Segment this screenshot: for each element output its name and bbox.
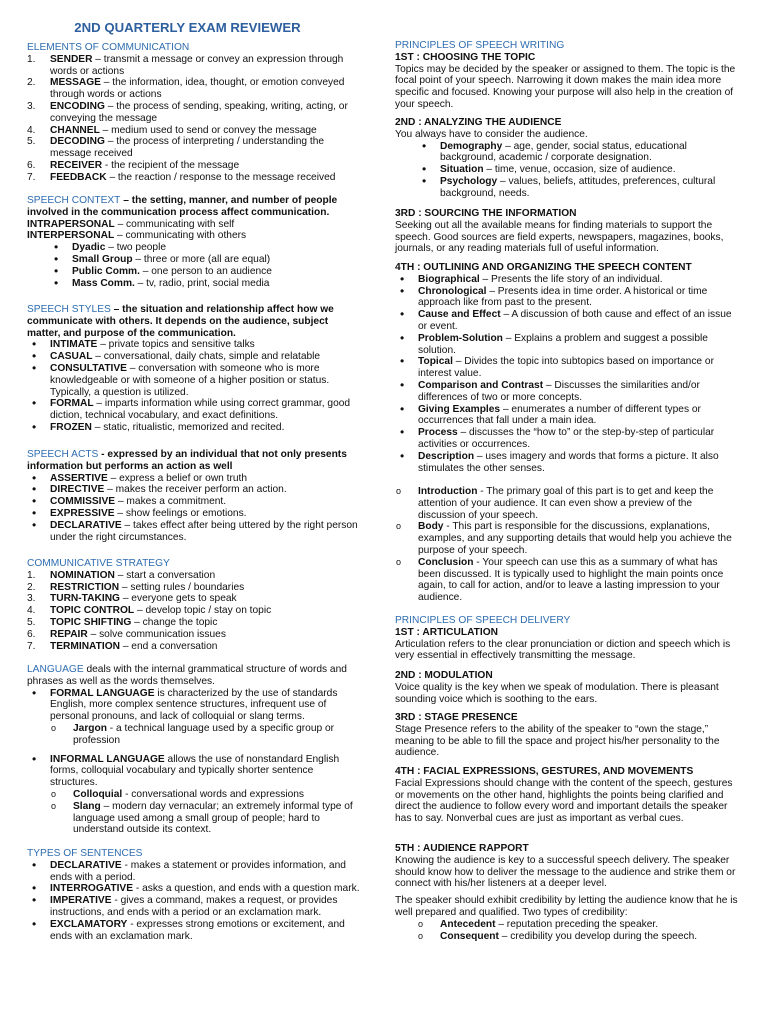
term: EXCLAMATORY [50, 918, 128, 930]
paragraph: Voice quality is the key when we speak of modulation. There is pleasant sounding voice which is soothing to the ears. [395, 681, 719, 705]
desc: - The primary goal of this part is to get and keep the attention of your audience. It can even show a preview of the discussion of your speech. [418, 486, 714, 521]
list-item [395, 380, 741, 404]
term: REPAIR [50, 628, 88, 640]
term: Introduction [418, 486, 478, 497]
list-item [27, 629, 363, 641]
term: Small Group [72, 253, 133, 265]
term: DECLARATIVE [50, 519, 122, 531]
term: FEEDBACK [50, 171, 107, 183]
term: TURN-TAKING [50, 593, 120, 605]
paragraph: Stage Presence refers to the ability of the speaker to “own the stage,” meaning to be able to fill the space and project his/her personality to the audience. [395, 723, 720, 759]
list-item [27, 496, 363, 508]
term: FORMAL [50, 398, 94, 410]
subheading: 3RD : SOURCING THE INFORMATION [395, 208, 577, 219]
analyzing-section [395, 117, 741, 200]
desc: – communicating with others [114, 230, 247, 242]
rapport-section [395, 843, 741, 942]
term: INTERROGATIVE [50, 883, 134, 895]
desc: – Presents the life story of an individual. [479, 273, 663, 285]
list-item [27, 593, 363, 605]
interpersonal [27, 230, 363, 242]
list-item [50, 789, 363, 801]
item-number: 6. [27, 159, 36, 171]
list-item [27, 398, 363, 422]
heading-rest: deals with the internal grammatical structure of words and phrases as well as the words themselves. [27, 664, 347, 687]
desc: – the information, idea, thought, or emotion conveyed through words or actions [50, 77, 345, 101]
desc: – end a conversation [119, 640, 218, 652]
term: ENCODING [50, 100, 105, 112]
list-item [27, 54, 363, 78]
term: INTRAPERSONAL [27, 218, 115, 230]
subheading: 4TH : OUTLINING AND ORGANIZING THE SPEECH CONTENT [395, 262, 692, 273]
formal-sub-list [50, 723, 363, 747]
list-item [27, 101, 363, 125]
desc: – Divides the topic into subtopics based on importance or interest value. [418, 356, 714, 380]
styles-list [27, 339, 363, 433]
item-number: 3. [27, 100, 36, 112]
list-item [27, 242, 363, 254]
list-item [27, 860, 363, 884]
list-item [27, 339, 363, 351]
desc: - asks a question, and ends with a question mark. [133, 883, 360, 895]
subheading: 2ND : MODULATION [395, 670, 493, 681]
paragraph: The speaker should exhibit credibility by letting the audience know that he is well prepared and qualified. Two types of credibility: [395, 895, 738, 918]
list-item [395, 141, 741, 165]
list-item [27, 351, 363, 363]
term: Body [418, 521, 444, 533]
desc: – transmit a message or convey an expression through words or actions [50, 53, 344, 77]
list-item [395, 931, 741, 943]
styles-section [27, 304, 363, 434]
list-item [27, 688, 363, 747]
list-item [395, 404, 741, 428]
sentences-section [27, 848, 363, 942]
section-heading: TYPES OF SENTENCES [27, 848, 143, 859]
desc: – show feelings or emotions. [114, 507, 247, 519]
term: CHANNEL [50, 124, 100, 136]
list-item [27, 641, 363, 653]
section-heading: PRINCIPLES OF SPEECH DELIVERY [395, 615, 571, 626]
desc: – credibility you develop during the speech. [498, 930, 698, 942]
list-item [27, 754, 363, 837]
desc: – A discussion of both cause and effect of an issue or event. [418, 309, 732, 332]
desc: – the reaction / response to the message received [106, 171, 336, 183]
item-number: 1. [27, 53, 36, 65]
stage-presence-section [395, 712, 741, 759]
term: Demography [440, 140, 503, 152]
desc: – setting rules / boundaries [119, 581, 245, 593]
desc: – conversational, daily chats, simple and relatable [92, 351, 321, 363]
strategy-list [27, 570, 363, 653]
language-list [27, 688, 363, 837]
desc: – develop topic / stay on topic [134, 605, 272, 617]
list-item [395, 333, 741, 357]
list-item [395, 356, 741, 380]
informal-sub-list [50, 789, 363, 836]
desc: – makes the receiver perform an action. [104, 484, 287, 496]
item-number: 5. [27, 136, 36, 148]
list-item [27, 570, 363, 582]
desc: – takes effect after being uttered by the right person under the right circumstances. [50, 519, 358, 543]
audience-list [395, 141, 741, 200]
desc: - expresses strong emotions or excitement, and ends with an exclamation mark. [50, 918, 345, 942]
list-item [395, 164, 741, 176]
acts-section [27, 449, 363, 543]
term: Consequent [440, 930, 499, 942]
list-item [27, 520, 363, 544]
desc: - conversational words and expressions [122, 788, 305, 800]
acts-intro [27, 449, 363, 473]
desc: – two people [105, 242, 167, 254]
list-item [27, 582, 363, 594]
term: Antecedent [440, 918, 496, 930]
acts-list [27, 473, 363, 544]
delivery-section [395, 615, 741, 662]
term: TOPIC SHIFTING [50, 616, 132, 628]
list-item [395, 274, 741, 286]
paragraph: You always have to consider the audience. [395, 128, 588, 140]
term: FROZEN [50, 421, 92, 433]
desc: - a technical language used by a specific group or profession [73, 722, 335, 746]
desc: – modern day vernacular; an extremely informal type of language used among a small group of people; hard to understand outside its context. [73, 800, 353, 836]
list-item [27, 895, 363, 919]
elements-list [27, 54, 363, 184]
desc: – static, ritualistic, memorized and recited. [91, 421, 285, 433]
desc: – change the topic [131, 616, 218, 628]
list-item [27, 883, 363, 895]
speech-parts-section [395, 486, 741, 604]
list-item [27, 422, 363, 434]
list-item [27, 266, 363, 278]
term: INTIMATE [50, 339, 98, 351]
subheading: 3RD : STAGE PRESENCE [395, 712, 518, 723]
desc: – private topics and sensitive talks [97, 339, 255, 351]
term: DECLARATIVE [50, 859, 122, 871]
desc: - This part is responsible for the discussions, explanations, examples, and any supporting details that would help you achieve the purpose of your speech. [418, 521, 732, 556]
page-title: 2ND QUARTERLY EXAM REVIEWER [74, 20, 301, 35]
context-section [27, 195, 363, 289]
paragraph: Articulation refers to the clear pronunciation or diction and speech which is very essential in effectively transmitting the message. [395, 638, 731, 662]
item-number: 2. [27, 581, 36, 593]
desc: – Presents idea in time order. A historical or time approach like from past to the present. [418, 285, 708, 309]
item-number: 2. [27, 77, 36, 89]
list-item [27, 77, 363, 101]
term: EXPRESSIVE [50, 507, 115, 519]
subheading: 1ST : CHOOSING THE TOPIC [395, 51, 536, 63]
section-heading: COMMUNICATIVE STRATEGY [27, 558, 170, 569]
item-number: 5. [27, 616, 36, 628]
term: Biographical [418, 273, 480, 285]
term: TOPIC CONTROL [50, 605, 135, 617]
desc: – Explains a problem and suggest a possible solution. [418, 332, 708, 356]
context-intro [27, 195, 363, 219]
list-item [395, 451, 741, 475]
desc: – medium used to send or convey the message [99, 124, 317, 136]
paragraph: Seeking out all the available means for finding materials to support the speech. Good sources are field experts, newspapers, magazines, books, journals, or any reading materials full of useful information. [395, 219, 724, 255]
list-item [27, 363, 363, 398]
term: Public Comm. [72, 265, 140, 277]
term: INFORMAL LANGUAGE [50, 753, 165, 765]
desc: - gives a command, makes a request, or provides instructions, and ends with a period or an exclamation mark. [50, 895, 338, 918]
list-item [27, 605, 363, 617]
styles-intro [27, 304, 363, 339]
list-item [27, 160, 363, 172]
term: Jargon [73, 722, 107, 734]
term: TERMINATION [50, 640, 120, 652]
subheading: 2ND : ANALYZING THE AUDIENCE [395, 117, 562, 128]
term: RECEIVER [50, 159, 103, 171]
term: Problem-Solution [418, 332, 503, 344]
desc: – start a conversation [114, 569, 216, 581]
term: Conclusion [418, 556, 474, 568]
list-item [27, 508, 363, 520]
list-item [27, 172, 363, 184]
paragraph: Facial Expressions should change with the content of the speech, gestures or movements on the other hand, highlights the points being clarified and direct the audience to follow every word and important details the speaker has to say. Nonverbal cues are just as important as verbal cues. [395, 777, 733, 825]
list-item [27, 125, 363, 137]
term: ASSERTIVE [50, 472, 108, 484]
desc: – solve communication issues [87, 628, 226, 640]
desc: – imparts information while using correct grammar, good diction, technical vocabulary, and exact definitions. [50, 398, 351, 422]
paragraph: Topics may be decided by the speaker or assigned to them. The topic is the focal point of your speech. Narrowing it down makes the main idea more specific and focused. Knowing your purpose will also help in the creation of your speech. [395, 63, 736, 110]
list-item [27, 136, 363, 160]
list-item [395, 557, 741, 604]
term: NOMINATION [50, 569, 115, 581]
term: CONSULTATIVE [50, 362, 127, 374]
subheading: 5TH : AUDIENCE RAPPORT [395, 843, 529, 854]
desc: – values, beliefs, attitudes, preferences, cultural background, needs. [440, 175, 716, 199]
desc: – conversation with someone who is more knowledgeable or with someone of a higher position or status. Typically, a question is utilized. [50, 362, 330, 398]
desc: – the process of sending, speaking, writing, acting, or conveying the message [50, 100, 348, 124]
desc: – tv, radio, print, social media [134, 277, 270, 289]
item-number: 1. [27, 569, 36, 581]
term: Topical [418, 356, 453, 368]
desc: – express a belief or own truth [107, 472, 248, 484]
term: Colloquial [73, 788, 123, 800]
subheading: 1ST : ARTICULATION [395, 626, 498, 638]
list-item [27, 484, 363, 496]
credibility-list [395, 919, 741, 943]
term: Psychology [440, 175, 498, 187]
desc: allows the use of nonstandard English forms, colloquial vocabulary and typically shorter sentence structures. [50, 753, 340, 789]
sourcing-section [395, 208, 741, 255]
list-item [395, 486, 741, 521]
list-item [395, 286, 741, 310]
term: DIRECTIVE [50, 484, 105, 496]
item-number: 4. [27, 605, 36, 617]
list-item [27, 617, 363, 629]
item-number: 3. [27, 593, 36, 605]
writing-section [395, 40, 741, 111]
desc: – discusses the “how to” or the step-by-step of particular activities or occurrences. [418, 427, 715, 450]
desc: – everyone gets to speak [119, 593, 237, 605]
heading-rest: – the setting, manner, and number of people involved in the communication process affect communication. [27, 195, 338, 218]
desc: – makes a commitment. [115, 496, 227, 508]
term: SENDER [50, 53, 93, 65]
language-section [27, 664, 363, 836]
strategy-section [27, 558, 363, 652]
desc: - makes a statement or provides information, and ends with a period. [50, 859, 346, 883]
list-item [27, 278, 363, 290]
list-item [27, 254, 363, 266]
sentences-list [27, 860, 363, 943]
term: DECODING [50, 136, 105, 148]
list-item [395, 176, 741, 200]
term: Description [418, 450, 475, 462]
list-item [27, 919, 363, 943]
term: Comparison and Contrast [418, 379, 544, 391]
heading-rest: – the situation and relationship affect how we communicate with others. It depends on the audience, subject matter, and purpose of the communication. [27, 304, 334, 339]
list-item [395, 309, 741, 333]
outlining-section [395, 262, 741, 474]
term: Process [418, 427, 458, 439]
desc: - the recipient of the message [102, 159, 240, 171]
list-item [395, 427, 741, 451]
intrapersonal [27, 219, 363, 231]
outline-list [395, 274, 741, 475]
list-item [395, 919, 741, 931]
desc: – age, gender, social status, educational background, academic / corporate designation. [440, 140, 687, 164]
section-heading: ELEMENTS OF COMMUNICATION [27, 42, 190, 53]
desc: – uses imagery and words that forms a picture. It also stimulates the other senses. [418, 450, 719, 474]
section-heading: LANGUAGE [27, 664, 84, 675]
term: Cause and Effect [418, 309, 501, 321]
term: INTERPERSONAL [27, 230, 115, 242]
elements-section [27, 42, 363, 184]
term: Slang [73, 800, 101, 812]
desc: – communicating with self [114, 218, 235, 230]
list-item [50, 723, 363, 747]
term: RESTRICTION [50, 581, 120, 593]
desc: - Your speech can use this as a summary of what has been discussed. It is typically used to highlight the main points once again, to call for action, and/or to leave a lasting impression to your audience. [418, 556, 724, 604]
speech-parts-list [395, 486, 741, 604]
section-heading: SPEECH ACTS [27, 449, 99, 460]
desc: – the process of interpreting / understanding the message received [50, 136, 325, 160]
subheading: 4TH : FACIAL EXPRESSIONS, GESTURES, AND MOVEMENTS [395, 766, 694, 777]
list-item [27, 473, 363, 485]
term: Situation [440, 164, 484, 176]
desc: is characterized by the use of standards English, more complex sentence structures, infrequent use of personal pronouns, and lack of colloquial or slang terms. [50, 687, 338, 723]
term: Mass Comm. [72, 277, 135, 289]
desc: – three or more (all are equal) [132, 253, 271, 265]
heading-rest: - expressed by an individual that not only presents information but performs an action as well [27, 449, 347, 472]
term: COMMISSIVE [50, 496, 116, 508]
language-intro [27, 664, 363, 688]
desc: – enumerates a number of different types or occurrences that fall under a main idea. [418, 403, 701, 427]
term: IMPERATIVE [50, 895, 112, 907]
item-number: 7. [27, 171, 36, 183]
item-number: 7. [27, 640, 36, 652]
term: CASUAL [50, 351, 93, 363]
desc: – reputation preceding the speaker. [495, 918, 659, 930]
section-heading: SPEECH STYLES [27, 304, 111, 315]
term: Giving Examples [418, 403, 501, 415]
list-item [395, 521, 741, 556]
term: MESSAGE [50, 77, 101, 89]
desc: – Discusses the similarities and/or differences of two or more concepts. [418, 379, 700, 403]
term: FORMAL LANGUAGE [50, 687, 155, 699]
expressions-section [395, 766, 741, 825]
paragraph: Knowing the audience is key to a successful speech delivery. The speaker should know how to deliver the message to the audience and strike them or connect with his/her listeners at a deeper level. [395, 854, 736, 890]
term: Dyadic [72, 242, 106, 254]
term: Chronological [418, 285, 487, 297]
item-number: 6. [27, 628, 36, 640]
section-heading: SPEECH CONTEXT [27, 195, 121, 206]
modulation-section [395, 670, 741, 705]
item-number: 4. [27, 124, 36, 136]
desc: – time, venue, occasion, size of audience. [483, 164, 676, 176]
context-list [27, 242, 363, 289]
section-heading: PRINCIPLES OF SPEECH WRITING [395, 40, 565, 51]
desc: – one person to an audience [139, 265, 272, 277]
list-item [50, 801, 363, 836]
